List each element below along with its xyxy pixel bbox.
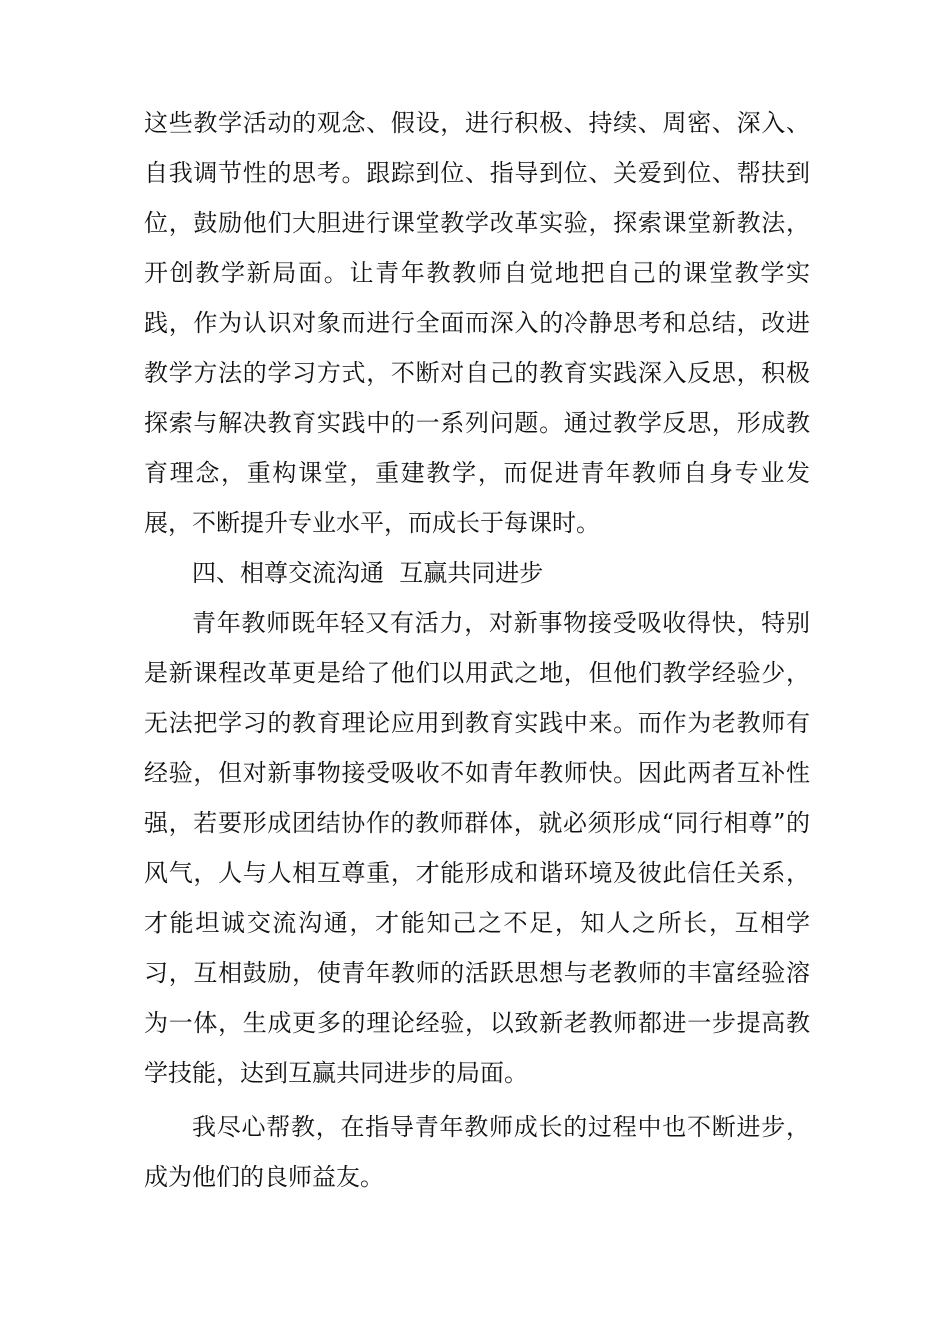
paragraph-continued: 这些教学活动的观念、假设，进行积极、持续、周密、深入、自我调节性的思考。跟踪到位、指导到位、关爱到位、帮扶到位，鼓励他们大胆进行课堂教学改革实验，探索课堂新教法，开创教学新局面。让青年教教师自觉地把自己的课堂教学实践，作为认识对象而进行全面而深入的冷静思考和总结，改进教学方法的学习方式，不断对自己的教育实践深入反思，积极探索与解决教育实践中的一系列问题。通过教学反思，形成教育理念，重构课堂，重建教学，而促进青年教师自身专业发展，不断提升专业水平，而成长于每课时。 (144, 109, 810, 537)
paragraph-closing: 我尽心帮教，在指导青年教师成长的过程中也不断进步，成为他们的良师益友。 (144, 1113, 810, 1191)
section-heading: 四、相尊交流沟通 互赢共同进步 (192, 559, 544, 587)
paragraph: 青年教师既年轻又有活力，对新事物接受吸收得快，特别是新课程改革更是给了他们以用武之地，但他们教学经验少，无法把学习的教育理论应用到教育实践中来。而作为老教师有经验，但对新事物接受吸收不如青年教师快。因此两者互补性强，若要形成团结协作的教师群体，就必须形成“同行相尊”的风气，人与人相互尊重，才能形成和谐环境及彼此信任关系，才能坦诚交流沟通，才能知己之不足，知人之所长，互相学习，互相鼓励，使青年教师的活跃思想与老教师的丰富经验溶为一体，生成更多的理论经验，以致新老教师都进一步提高教学技能，达到互赢共同进步的局面。 (144, 609, 810, 1087)
document-body (144, 98, 810, 1202)
